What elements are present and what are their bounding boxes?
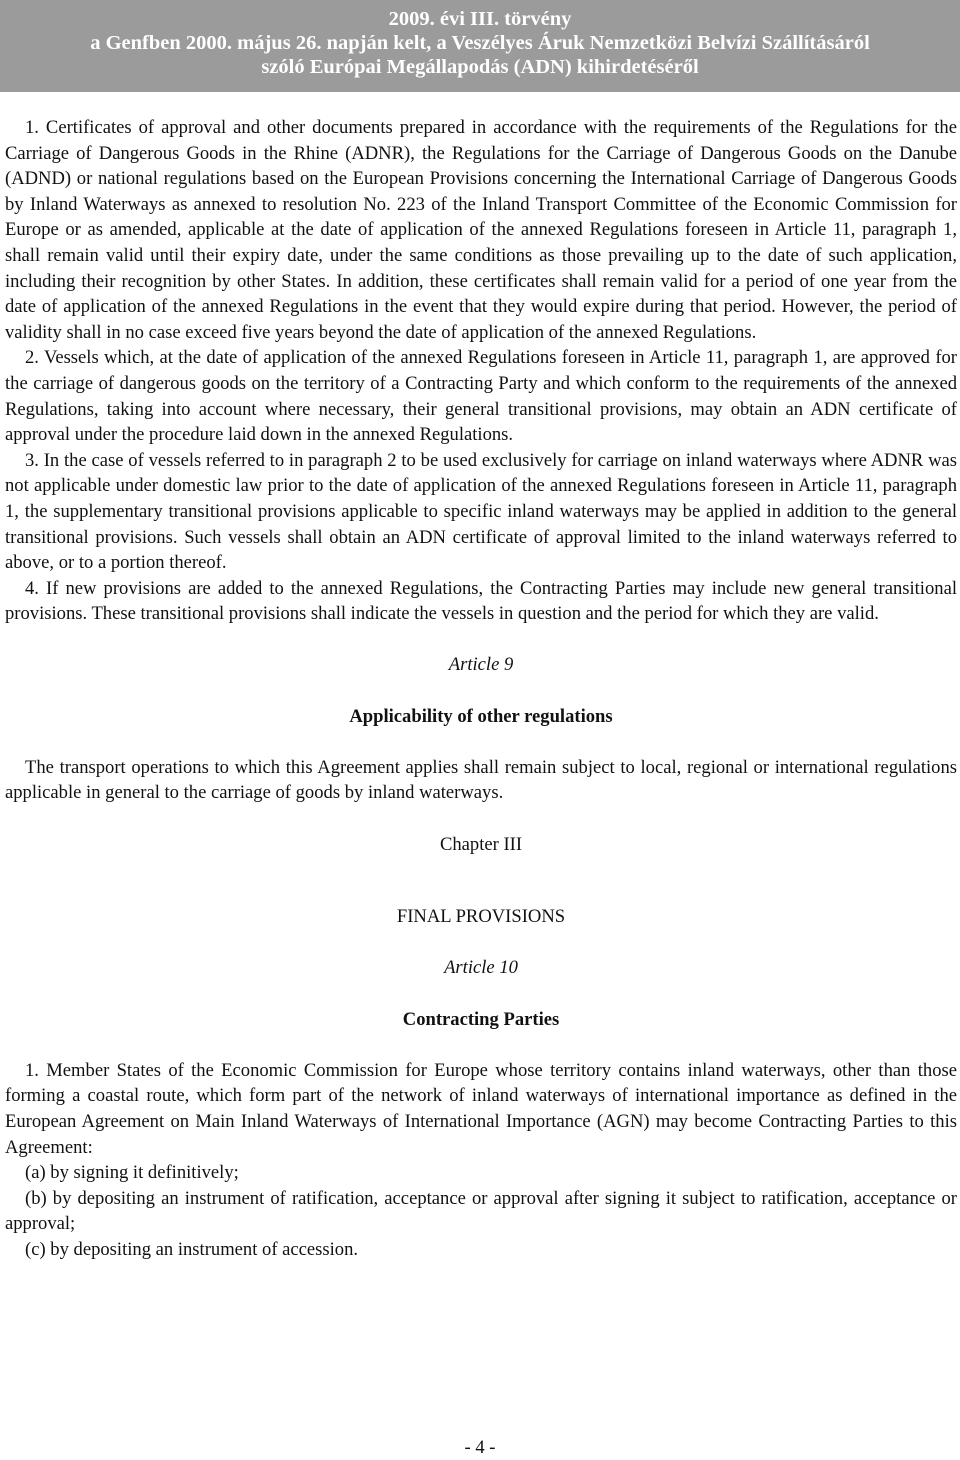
article-9-text: The transport operations to which this Agreement applies shall remain subject to local, regional or international regulations applicable in general to the carriage of goods by inland waterways. <box>5 756 957 804</box>
document-body <box>5 115 957 1263</box>
article-10-title: Article 10 <box>444 957 518 979</box>
list-item-a: (a) by signing it definitively; <box>25 1162 239 1184</box>
list-item-b: (b) by depositing an instrument of ratification, acceptance or approval after signing it subject to ratification, acceptance or approval; <box>5 1187 957 1235</box>
header-line-1: 2009. évi III. törvény <box>388 8 572 30</box>
paragraph-3: 3. In the case of vessels referred to in paragraph 2 to be used exclusively for carriage on inland waterways where ADNR was not applicable under domestic law prior to the date of application of the annexed Regulations foreseen in Article 11, paragraph 1, the supplementary transitional provisions applicable to specific inland waterways may be applied in addition to the general transitional provisions. Such vessels shall obtain an ADN certificate of approval limited to the inland waterways referred to above, or to a portion thereof. <box>5 449 957 574</box>
document-header <box>0 0 960 92</box>
list-item-c: (c) by depositing an instrument of accession. <box>25 1238 359 1260</box>
article-9-heading: Applicability of other regulations <box>349 705 613 727</box>
chapter-title: Chapter III <box>439 833 523 855</box>
paragraph-4: 4. If new provisions are added to the annexed Regulations, the Contracting Parties may include new general transitional provisions. These transitional provisions shall indicate the vessels in question and the period for which they are valid. <box>5 577 957 625</box>
article-10-heading: Contracting Parties <box>402 1008 560 1030</box>
header-line-2: a Genfben 2000. május 26. napján kelt, a Veszélyes Áruk Nemzetközi Belvízi Szállításáról <box>90 32 870 54</box>
paragraph-2: 2. Vessels which, at the date of application of the annexed Regulations foreseen in Article 11, paragraph 1, are approved for the carriage of dangerous goods on the territory of a Contracting Party and which conform to the requirements of the annexed Regulations, taking into account where necessary, their general transitional provisions, may obtain an ADN certificate of approval under the procedure laid down in the annexed Regulations. <box>5 347 957 446</box>
paragraph-1: 1. Certificates of approval and other documents prepared in accordance with the requirements of the Regulations for the Carriage of Dangerous Goods in the Rhine (ADNR), the Regulations for the Carriage of Dangerous Goods on the Danube (ADND) or national regulations based on the European Provisions concerning the International Carriage of Dangerous Goods by Inland Waterways as annexed to resolution No. 223 of the Inland Transport Committee of the Economic Commission for Europe or as amended, applicable at the date of application of the annexed Regulations foreseen in Article 11, paragraph 1, shall remain valid until their expiry date, under the same conditions as those prevailing up to the date of such application, including their recognition by other States. In addition, these certificates shall remain valid for a period of one year from the date of application of the annexed Regulations in the event that they would expire during that period. However, the period of validity shall in no case exceed five years beyond the date of application of the annexed Regulations. <box>5 117 957 343</box>
header-line-3: szóló Európai Megállapodás (ADN) kihirdetéséről <box>261 56 699 78</box>
page-number: - 4 - <box>464 1437 496 1458</box>
article-10-paragraph-1: 1. Member States of the Economic Commission for Europe whose territory contains inland waterways, other than those forming a coastal route, which form part of the network of inland waterways of international importance as defined in the European Agreement on Main Inland Waterways of International Importance (AGN) may become Contracting Parties to this Agreement: <box>5 1059 957 1158</box>
article-9-title: Article 9 <box>448 654 514 676</box>
chapter-heading: FINAL PROVISIONS <box>396 906 566 928</box>
